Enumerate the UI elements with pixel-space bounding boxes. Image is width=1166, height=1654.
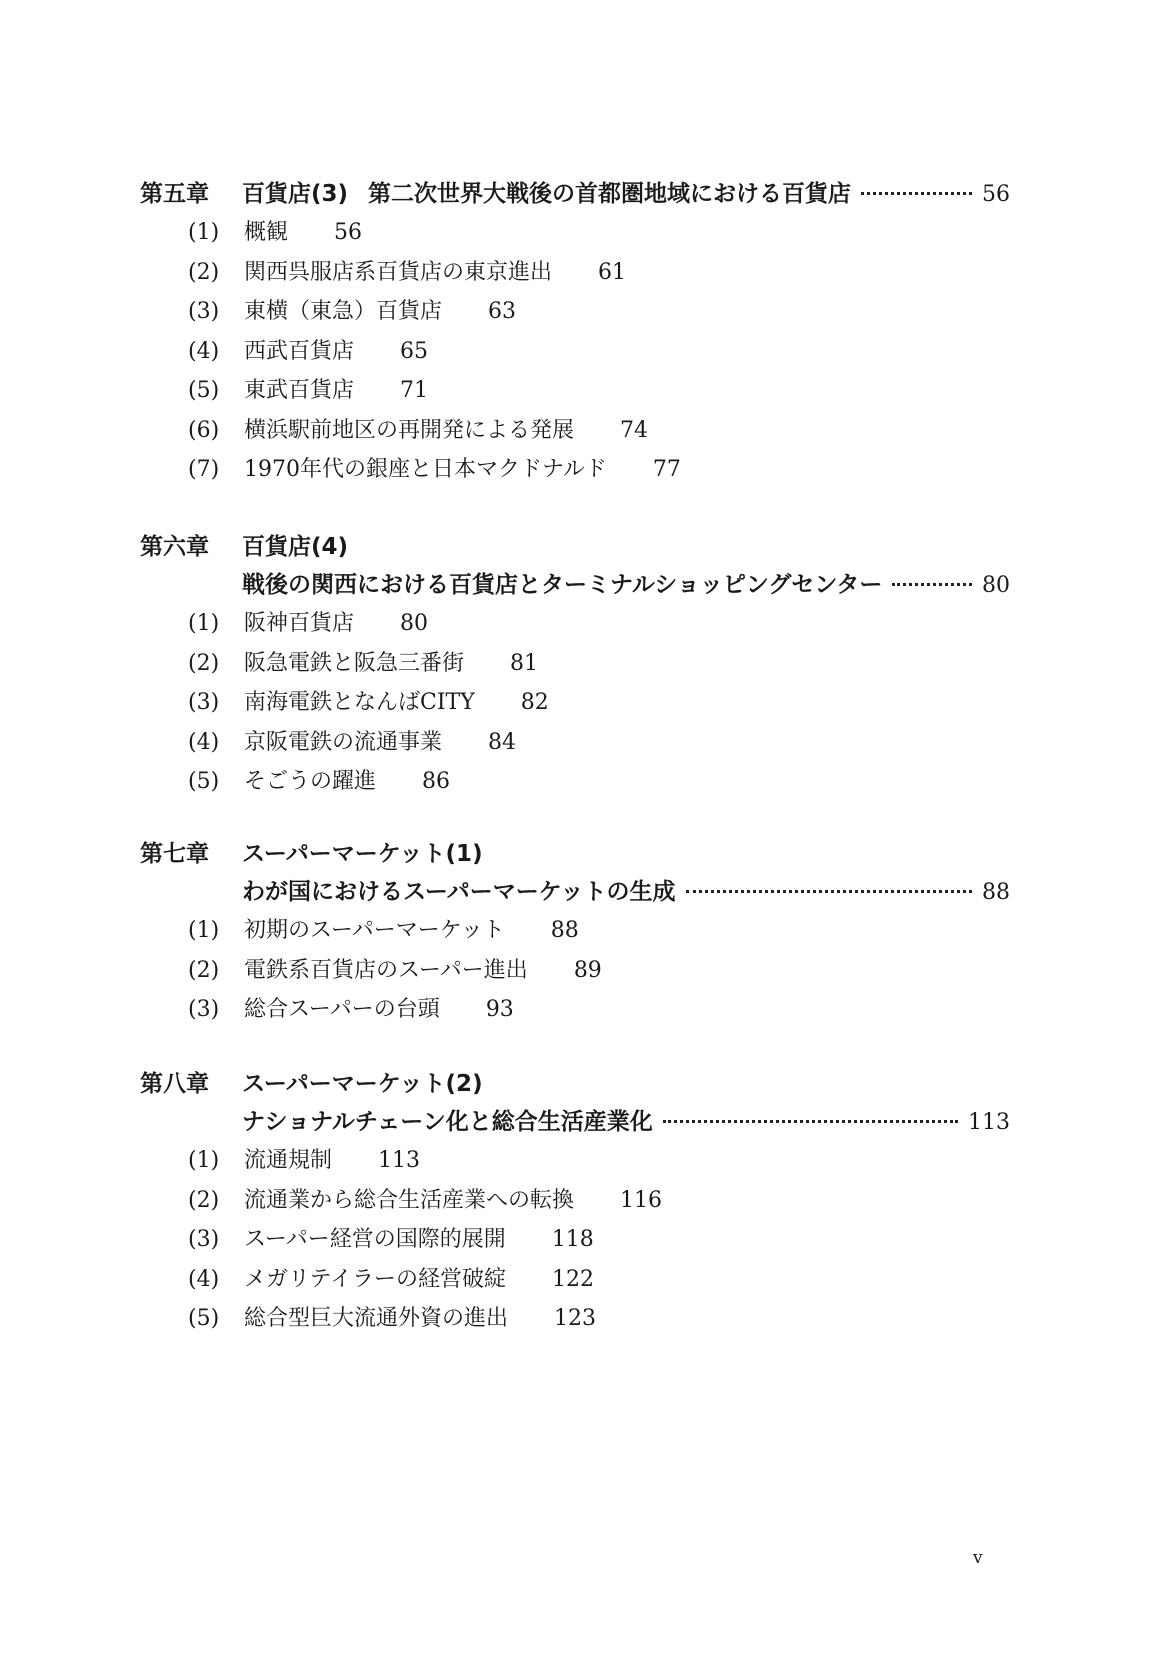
section-title: 西武百貨店 [244, 338, 355, 364]
section-item [140, 1262, 1010, 1302]
section-title: そごうの躍進 [244, 769, 377, 794]
section-page: 80 [400, 611, 429, 636]
section-page: 63 [488, 299, 517, 324]
chapter-5 [140, 175, 1010, 492]
section-item [140, 1143, 1010, 1183]
section-title: 京阪電鉄の流通事業 [244, 729, 443, 755]
section-title: 東武百貨店 [244, 378, 355, 403]
chapter-page: 80 [982, 573, 1010, 598]
section-item [140, 764, 1010, 804]
section-page: 74 [620, 417, 649, 443]
section-item [140, 725, 1010, 765]
section-item [140, 606, 1010, 646]
section-title: 流通規制 [244, 1148, 333, 1173]
section-number: (2) [188, 1187, 220, 1213]
section-number: (3) [188, 690, 220, 715]
dot-leader [663, 1120, 958, 1123]
section-item [140, 913, 1010, 953]
section-page: 86 [422, 769, 451, 794]
section-page: 89 [573, 957, 602, 983]
section-number: (4) [188, 1266, 220, 1292]
section-item [140, 452, 1010, 492]
dot-leader [686, 890, 972, 893]
section-number: (1) [188, 220, 220, 245]
section-list [140, 215, 1010, 492]
chapter-subtitle: わが国におけるスーパーマーケットの生成 [242, 879, 676, 905]
chapter-heading [140, 528, 1010, 566]
section-item [140, 646, 1010, 686]
section-number: (2) [188, 650, 220, 676]
section-title: 南海電鉄となんばCITY [244, 690, 475, 715]
section-item [140, 215, 1010, 255]
section-number: (5) [188, 769, 220, 794]
section-number: (1) [188, 611, 220, 636]
chapter-heading [140, 835, 1010, 873]
chapter-page: 113 [968, 1110, 1010, 1135]
section-item [140, 1222, 1010, 1262]
section-number: (5) [188, 378, 220, 403]
section-item [140, 413, 1010, 453]
section-title: 阪神百貨店 [244, 611, 355, 636]
chapter-title: 百貨店(3) [242, 181, 349, 207]
chapter-title: スーパーマーケット(2) [242, 1071, 483, 1097]
section-page: 84 [488, 729, 517, 755]
section-title: 総合型巨大流通外資の進出 [244, 1306, 509, 1331]
chapter-subtitle-line [140, 1103, 1010, 1141]
chapter-heading [140, 175, 1010, 213]
section-title: 流通業から総合生活産業への転換 [244, 1187, 575, 1213]
section-number: (1) [188, 1148, 220, 1173]
section-number: (4) [188, 338, 220, 364]
chapter-7 [140, 835, 1010, 1032]
chapter-number: 第七章 [140, 841, 209, 867]
chapter-8 [140, 1065, 1010, 1341]
section-item [140, 373, 1010, 413]
section-item [140, 1183, 1010, 1223]
section-page: 61 [598, 259, 627, 285]
chapter-number: 第五章 [140, 181, 209, 207]
chapter-page: 88 [982, 880, 1010, 905]
section-page: 122 [552, 1266, 595, 1292]
section-item [140, 953, 1010, 993]
section-page: 77 [652, 457, 681, 482]
chapter-title: スーパーマーケット(1) [242, 841, 483, 867]
section-list [140, 913, 1010, 1032]
section-page: 118 [551, 1227, 594, 1252]
section-number: (1) [188, 918, 220, 943]
dot-leader [892, 583, 972, 586]
section-page: 71 [400, 378, 429, 403]
section-item [140, 992, 1010, 1032]
section-list [140, 1143, 1010, 1341]
dot-leader [861, 192, 972, 195]
section-page: 56 [334, 220, 363, 245]
chapter-number: 第八章 [140, 1071, 209, 1097]
section-item [140, 1301, 1010, 1341]
section-number: (2) [188, 259, 220, 285]
section-page: 88 [550, 918, 579, 943]
section-page: 113 [378, 1148, 421, 1173]
chapter-number: 第六章 [140, 534, 209, 560]
section-title: 横浜駅前地区の再開発による発展 [244, 417, 575, 443]
section-title: 概観 [244, 220, 289, 245]
section-item [140, 294, 1010, 334]
section-number: (4) [188, 729, 220, 755]
section-page: 123 [554, 1306, 597, 1331]
chapter-title: 百貨店(4) [242, 534, 349, 560]
chapter-subtitle: 第二次世界大戦後の首都圏地域における百貨店 [368, 181, 852, 207]
section-number: (3) [188, 299, 220, 324]
section-page: 82 [520, 690, 549, 715]
chapter-subtitle: 戦後の関西における百貨店とターミナルショッピングセンター [242, 572, 883, 598]
chapter-subtitle-line [140, 873, 1010, 911]
section-title: 電鉄系百貨店のスーパー進出 [244, 957, 528, 983]
section-number: (2) [188, 957, 220, 983]
section-page: 116 [620, 1187, 663, 1213]
chapter-heading [140, 1065, 1010, 1103]
section-list [140, 606, 1010, 804]
section-item [140, 255, 1010, 295]
section-item [140, 334, 1010, 374]
section-page: 65 [400, 338, 429, 364]
section-number: (5) [188, 1306, 220, 1331]
section-page: 81 [510, 650, 539, 676]
page-folio: v [973, 1548, 983, 1568]
chapter-subtitle: ナショナルチェーン化と総合生活産業化 [242, 1109, 653, 1135]
section-title: 関西呉服店系百貨店の東京進出 [244, 259, 553, 285]
section-title: 総合スーパーの台頭 [244, 997, 440, 1022]
chapter-page: 56 [982, 182, 1010, 207]
section-title: 1970年代の銀座と日本マクドナルド [244, 457, 607, 482]
section-title: メガリテイラーの経営破綻 [244, 1266, 507, 1292]
section-number: (3) [188, 1227, 220, 1252]
section-number: (7) [188, 457, 220, 482]
section-title: スーパー経営の国際的展開 [244, 1227, 506, 1252]
section-title: 初期のスーパーマーケット [244, 918, 505, 943]
section-title: 東横（東急）百貨店 [244, 299, 443, 324]
section-number: (6) [188, 417, 220, 443]
section-title: 阪急電鉄と阪急三番街 [244, 650, 465, 676]
chapter-subtitle-line [140, 566, 1010, 604]
section-number: (3) [188, 997, 220, 1022]
chapter-6 [140, 528, 1010, 804]
section-page: 93 [485, 997, 514, 1022]
section-item [140, 685, 1010, 725]
